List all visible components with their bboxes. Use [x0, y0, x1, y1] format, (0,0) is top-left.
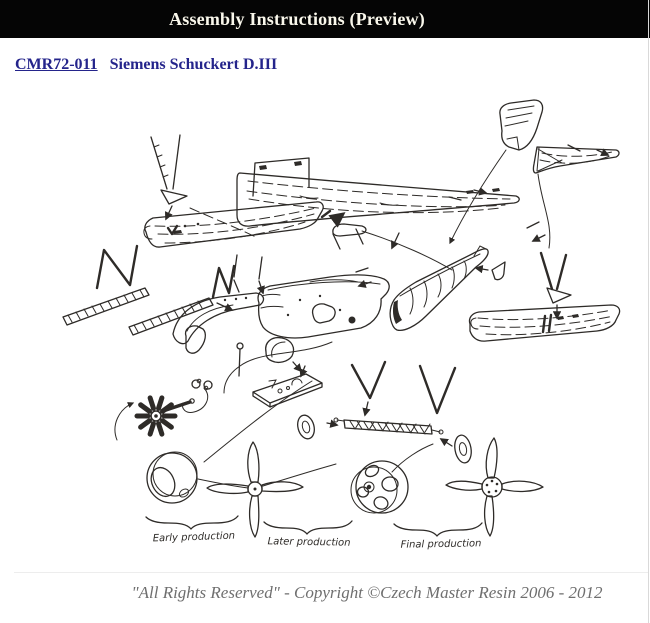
undercarriage — [295, 362, 473, 464]
n-strut-inner — [213, 266, 234, 297]
rudder — [500, 100, 543, 150]
product-code-link[interactable]: CMR72-011 — [15, 56, 98, 73]
cockpit-parts — [192, 304, 335, 407]
product-name: Siemens Schuckert D.III — [109, 56, 278, 73]
starboard-lower-wing — [469, 305, 619, 341]
tailplane — [533, 145, 619, 173]
n-strut-outer — [97, 246, 137, 288]
label-early-production: Early production — [152, 530, 236, 545]
production-brackets — [146, 516, 482, 551]
label-final-production: Final production — [400, 538, 482, 551]
content-divider — [14, 572, 649, 573]
covered-wheel — [351, 461, 408, 513]
label-later-production: Later production — [267, 536, 351, 549]
rotary-engine — [137, 398, 194, 434]
copyright-footer: "All Rights Reserved" - Copyright ©Czech Master Resin 2006 - 2012 — [131, 583, 603, 602]
cowl-ring-wheel — [147, 452, 197, 503]
page-title: Assembly Instructions (Preview) — [169, 9, 425, 29]
page-right-edge — [648, 0, 649, 623]
tail-skid — [476, 262, 505, 280]
cabane-strut — [151, 135, 187, 219]
exhaust-manifolds — [63, 288, 232, 335]
